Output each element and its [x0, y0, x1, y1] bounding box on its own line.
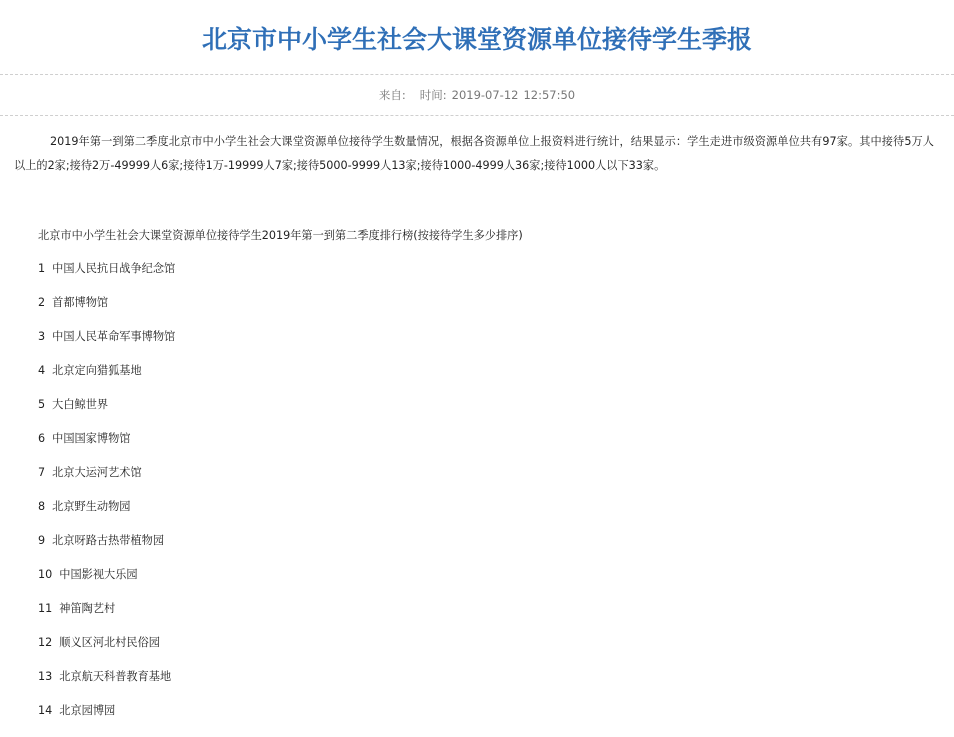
rank-number: 11: [38, 602, 53, 615]
list-item: [38, 599, 175, 633]
venue-name: 神笛陶艺村: [59, 602, 116, 615]
venue-name: 北京园博园: [59, 704, 116, 717]
rank-number: 9: [38, 534, 46, 547]
rank-number: 7: [38, 466, 46, 479]
intro-paragraph: 2019年第一到第二季度北京市中小学生社会大课堂资源单位接待学生数量情况，根据各资源单位上报资料进行统计，结果显示：学生走进市级资源单位共有97家。其中接待5万人以上的2家;接待2万-49999人6家;接待1万-19999人7家;接待5000-9999人13家;接待1000-4999人36家;接待1000人以下33家。: [14, 135, 934, 172]
rank-number: 6: [38, 432, 46, 445]
rank-number: 4: [38, 364, 46, 377]
list-item: [38, 497, 175, 531]
article-meta: [0, 86, 954, 104]
list-item: [38, 259, 175, 293]
title-divider: [0, 74, 954, 75]
venue-name: 中国国家博物馆: [52, 432, 131, 445]
venue-name: 中国影视大乐园: [59, 568, 138, 581]
venue-name: 中国人民抗日战争纪念馆: [52, 262, 176, 275]
list-item: [38, 395, 175, 429]
publish-time: 12:57:50: [523, 88, 576, 102]
rank-number: 8: [38, 500, 46, 513]
publish-date: 2019-07-12: [451, 88, 519, 102]
page-title: 北京市中小学生社会大课堂资源单位接待学生季报: [201, 25, 752, 54]
venue-name: 北京呀路古热带植物园: [52, 534, 165, 547]
time-label: 时间:: [419, 88, 447, 102]
list-item: [38, 633, 175, 667]
source-label: 来自:: [378, 88, 406, 102]
venue-name: 顺义区河北村民俗园: [59, 636, 160, 649]
venue-name: 北京大运河艺术馆: [52, 466, 142, 479]
venue-name: 北京航天科普教育基地: [59, 670, 172, 683]
list-item: [38, 327, 175, 361]
rank-number: 12: [38, 636, 53, 649]
list-item: [38, 429, 175, 463]
list-item: [38, 667, 175, 701]
list-item: [38, 463, 175, 497]
list-item: [38, 361, 175, 395]
rank-number: 14: [38, 704, 53, 717]
list-item: [38, 701, 175, 735]
rank-number: 1: [38, 262, 46, 275]
venue-name: 大白鲸世界: [52, 398, 109, 411]
list-item: [38, 293, 175, 327]
meta-divider: [0, 115, 954, 116]
rank-number: 13: [38, 670, 53, 683]
list-item: [38, 531, 175, 565]
rank-number: 5: [38, 398, 46, 411]
rank-number: 10: [38, 568, 53, 581]
rank-number: 2: [38, 296, 46, 309]
ranking-heading: 北京市中小学生社会大课堂资源单位接待学生2019年第一到第二季度排行榜(按接待学生多少排序): [38, 229, 523, 242]
venue-name: 北京野生动物园: [52, 500, 131, 513]
venue-name: 北京定向猎狐基地: [52, 364, 142, 377]
ranking-list: [38, 259, 175, 735]
list-item: [38, 565, 175, 599]
venue-name: 首都博物馆: [52, 296, 109, 309]
venue-name: 中国人民革命军事博物馆: [52, 330, 176, 343]
rank-number: 3: [38, 330, 46, 343]
